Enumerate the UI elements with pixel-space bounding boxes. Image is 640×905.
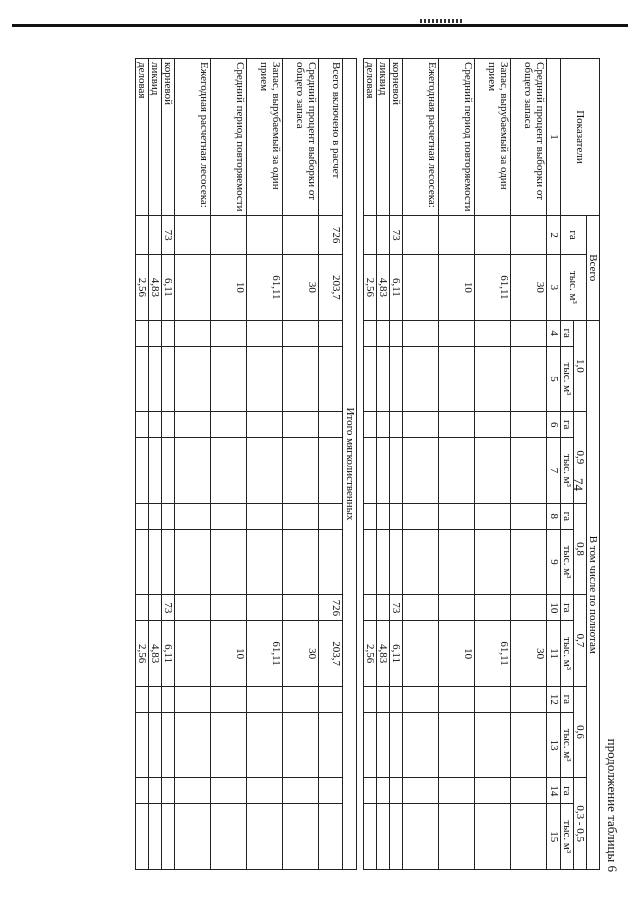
unit-ha: га [561, 412, 574, 438]
empty-cell [149, 529, 162, 594]
empty-cell [136, 529, 149, 594]
row-value [211, 595, 247, 621]
row-value: 2,56 [364, 255, 377, 320]
empty-cell [403, 712, 439, 777]
empty-cell [364, 778, 377, 804]
empty-cell [511, 686, 547, 712]
row-value [175, 621, 211, 686]
empty-cell [211, 320, 247, 346]
empty-cell [162, 438, 175, 503]
row-value: 726 [319, 215, 343, 254]
empty-cell [364, 529, 377, 594]
empty-cell [247, 529, 283, 594]
empty-cell [162, 712, 175, 777]
empty-cell [283, 686, 319, 712]
header-by-density: В том числе по полнотам [587, 320, 600, 869]
empty-cell [149, 686, 162, 712]
empty-cell [364, 503, 377, 529]
empty-cell [319, 686, 343, 712]
column-number: 6 [547, 412, 561, 438]
unit-ha: га [561, 595, 574, 621]
row-value [247, 595, 283, 621]
page-top-rule [12, 24, 628, 27]
empty-cell [511, 778, 547, 804]
column-number: 8 [547, 503, 561, 529]
header-total: Всего [587, 215, 600, 320]
row-value: 6,11 [162, 621, 175, 686]
row-value: 61,11 [475, 621, 511, 686]
row-label: корневой [390, 59, 403, 216]
header-total-volume: тыс. м³ [561, 255, 587, 320]
row-value: 6,11 [162, 255, 175, 320]
row-value [175, 215, 211, 254]
row-value [439, 595, 475, 621]
empty-cell [439, 346, 475, 411]
continuation-label: продолжение таблицы 6 [605, 738, 620, 872]
unit-volume: тыс. м³ [561, 621, 574, 686]
column-number: 4 [547, 320, 561, 346]
empty-cell [283, 412, 319, 438]
column-number: 14 [547, 778, 561, 804]
empty-cell [390, 712, 403, 777]
empty-cell [162, 346, 175, 411]
empty-cell [283, 529, 319, 594]
column-number: 9 [547, 529, 561, 594]
empty-cell [377, 320, 390, 346]
empty-cell [475, 712, 511, 777]
empty-cell [136, 320, 149, 346]
empty-cell [319, 804, 343, 870]
column-number: 12 [547, 686, 561, 712]
empty-cell [211, 686, 247, 712]
unit-volume: тыс. м³ [561, 346, 574, 411]
empty-cell [247, 438, 283, 503]
empty-cell [390, 320, 403, 346]
table-row [403, 59, 439, 870]
empty-cell [511, 804, 547, 870]
empty-cell [364, 438, 377, 503]
row-value: 726 [319, 595, 343, 621]
table-row [162, 59, 175, 870]
row-value: 6,11 [390, 621, 403, 686]
empty-cell [364, 412, 377, 438]
empty-cell [319, 712, 343, 777]
empty-cell [511, 712, 547, 777]
empty-cell [247, 686, 283, 712]
table-body-top [364, 59, 547, 870]
row-value: 30 [511, 255, 547, 320]
scan-artifact [420, 19, 462, 23]
empty-cell [511, 529, 547, 594]
empty-cell [390, 778, 403, 804]
empty-cell [475, 804, 511, 870]
empty-cell [475, 686, 511, 712]
row-label: Ежегодная расчетная лесосека: [175, 59, 211, 216]
table-row [175, 59, 211, 870]
row-value [439, 215, 475, 254]
empty-cell [511, 438, 547, 503]
table-row [475, 59, 511, 870]
row-value [283, 215, 319, 254]
row-value [149, 595, 162, 621]
empty-cell [377, 412, 390, 438]
row-value [511, 595, 547, 621]
empty-cell [511, 503, 547, 529]
empty-cell [511, 412, 547, 438]
empty-cell [136, 412, 149, 438]
empty-cell [149, 412, 162, 438]
empty-cell [247, 346, 283, 411]
row-value: 73 [162, 215, 175, 254]
row-label: деловая [136, 59, 149, 216]
row-value: 30 [283, 255, 319, 320]
row-value [403, 255, 439, 320]
empty-cell [149, 804, 162, 870]
row-label: Средний процент выборки от общего запаса [511, 59, 547, 216]
empty-cell [364, 686, 377, 712]
table-row [319, 59, 343, 870]
empty-cell [175, 778, 211, 804]
row-label: ликвид [149, 59, 162, 216]
page-number: 74 [571, 478, 586, 491]
empty-cell [403, 686, 439, 712]
empty-cell [136, 804, 149, 870]
column-number: 11 [547, 621, 561, 686]
empty-cell [175, 686, 211, 712]
row-value: 10 [439, 621, 475, 686]
rotated-page-content [120, 58, 620, 878]
empty-cell [403, 778, 439, 804]
unit-volume: тыс. м³ [561, 529, 574, 594]
row-value [149, 215, 162, 254]
empty-cell [511, 346, 547, 411]
empty-cell [390, 686, 403, 712]
empty-cell [247, 320, 283, 346]
empty-cell [319, 778, 343, 804]
table-row [511, 59, 547, 870]
empty-cell [211, 804, 247, 870]
empty-cell [283, 712, 319, 777]
row-value: 73 [162, 595, 175, 621]
row-value [377, 215, 390, 254]
empty-cell [390, 412, 403, 438]
row-value: 10 [211, 255, 247, 320]
empty-cell [283, 320, 319, 346]
unit-volume: тыс. м³ [561, 804, 574, 870]
row-value [211, 215, 247, 254]
header-total-ha: га [561, 215, 587, 254]
header-indicator: Показатели [561, 59, 600, 216]
table-row [364, 59, 377, 870]
empty-cell [475, 529, 511, 594]
empty-cell [475, 503, 511, 529]
table-row [247, 59, 283, 870]
empty-cell [283, 804, 319, 870]
section-row [343, 59, 357, 870]
empty-cell [136, 438, 149, 503]
empty-cell [211, 438, 247, 503]
row-value [511, 215, 547, 254]
empty-cell [211, 778, 247, 804]
empty-cell [439, 804, 475, 870]
row-value: 61,11 [247, 255, 283, 320]
empty-cell [364, 320, 377, 346]
empty-cell [162, 529, 175, 594]
row-label: ликвид [377, 59, 390, 216]
empty-cell [162, 503, 175, 529]
empty-cell [211, 712, 247, 777]
table-row [149, 59, 162, 870]
row-value [283, 595, 319, 621]
empty-cell [403, 412, 439, 438]
empty-cell [136, 778, 149, 804]
empty-cell [377, 804, 390, 870]
empty-cell [211, 412, 247, 438]
empty-cell [439, 778, 475, 804]
column-number: 15 [547, 804, 561, 870]
empty-cell [283, 503, 319, 529]
row-value: 203,7 [319, 621, 343, 686]
row-value: 2,56 [136, 621, 149, 686]
table-row [136, 59, 149, 870]
empty-cell [136, 712, 149, 777]
unit-ha: га [561, 503, 574, 529]
row-value [475, 215, 511, 254]
row-value: 10 [211, 621, 247, 686]
empty-cell [211, 529, 247, 594]
empty-cell [162, 686, 175, 712]
empty-cell [149, 346, 162, 411]
empty-cell [377, 529, 390, 594]
unit-volume: тыс. м³ [561, 712, 574, 777]
empty-cell [403, 320, 439, 346]
header-density: 0,6 [574, 686, 587, 778]
row-value [364, 595, 377, 621]
row-value [377, 595, 390, 621]
empty-cell [364, 804, 377, 870]
row-value [364, 215, 377, 254]
row-value: 61,11 [475, 255, 511, 320]
empty-cell [175, 346, 211, 411]
unit-ha: га [561, 686, 574, 712]
row-value: 73 [390, 215, 403, 254]
empty-cell [439, 320, 475, 346]
row-value: 4,83 [149, 255, 162, 320]
header-density: 1,0 [574, 320, 587, 412]
empty-cell [390, 503, 403, 529]
table-row [390, 59, 403, 870]
empty-cell [175, 712, 211, 777]
column-number: 5 [547, 346, 561, 411]
empty-cell [149, 320, 162, 346]
row-value: 6,11 [390, 255, 403, 320]
empty-cell [475, 778, 511, 804]
empty-cell [247, 778, 283, 804]
empty-cell [319, 346, 343, 411]
table-row [377, 59, 390, 870]
empty-cell [475, 438, 511, 503]
row-value: 4,83 [377, 621, 390, 686]
empty-cell [149, 712, 162, 777]
empty-cell [319, 412, 343, 438]
empty-cell [403, 346, 439, 411]
empty-cell [403, 503, 439, 529]
row-value: 2,56 [136, 255, 149, 320]
empty-cell [377, 503, 390, 529]
row-value: 30 [283, 621, 319, 686]
row-label: Средний процент выборки от общего запаса [283, 59, 319, 216]
empty-cell [162, 320, 175, 346]
empty-cell [283, 346, 319, 411]
empty-cell [377, 712, 390, 777]
empty-cell [149, 503, 162, 529]
section-title: Итого мягколиственных [343, 59, 357, 870]
row-label: Запас, вырубаемый за один прием [247, 59, 283, 216]
row-label: деловая [364, 59, 377, 216]
empty-cell [162, 804, 175, 870]
empty-cell [283, 778, 319, 804]
empty-cell [175, 804, 211, 870]
empty-cell [211, 346, 247, 411]
row-value [247, 215, 283, 254]
empty-cell [283, 438, 319, 503]
row-value: 4,83 [149, 621, 162, 686]
row-label: Средний период повторяемости [211, 59, 247, 216]
empty-cell [403, 529, 439, 594]
row-value: 73 [390, 595, 403, 621]
column-number: 7 [547, 438, 561, 503]
empty-cell [136, 686, 149, 712]
row-value [403, 595, 439, 621]
empty-cell [247, 712, 283, 777]
empty-cell [390, 804, 403, 870]
empty-cell [439, 712, 475, 777]
empty-cell [439, 412, 475, 438]
row-value [136, 215, 149, 254]
column-number: 2 [547, 215, 561, 254]
empty-cell [136, 346, 149, 411]
empty-cell [175, 412, 211, 438]
row-value [136, 595, 149, 621]
row-value: 30 [511, 621, 547, 686]
row-value [175, 595, 211, 621]
empty-cell [162, 412, 175, 438]
column-number: 1 [547, 59, 561, 216]
empty-cell [475, 412, 511, 438]
row-value: 203,7 [319, 255, 343, 320]
row-value: 10 [439, 255, 475, 320]
empty-cell [377, 686, 390, 712]
empty-cell [211, 503, 247, 529]
empty-cell [175, 320, 211, 346]
section-gap [357, 59, 364, 870]
empty-cell [364, 346, 377, 411]
empty-cell [403, 438, 439, 503]
empty-cell [247, 804, 283, 870]
row-label: Ежегодная расчетная лесосека: [403, 59, 439, 216]
empty-cell [149, 438, 162, 503]
empty-cell [136, 503, 149, 529]
empty-cell [377, 438, 390, 503]
empty-cell [319, 320, 343, 346]
empty-cell [175, 503, 211, 529]
row-value: 61,11 [247, 621, 283, 686]
empty-cell [475, 346, 511, 411]
empty-cell [377, 346, 390, 411]
row-label: Средний период повторяемости [439, 59, 475, 216]
row-label: Всего включено в расчет [319, 59, 343, 216]
empty-cell [390, 529, 403, 594]
header-density: 0,9 [574, 412, 587, 504]
column-number: 3 [547, 255, 561, 320]
unit-ha: га [561, 320, 574, 346]
empty-cell [247, 412, 283, 438]
empty-cell [364, 712, 377, 777]
empty-cell [511, 320, 547, 346]
table-row [439, 59, 475, 870]
empty-cell [403, 804, 439, 870]
empty-cell [319, 529, 343, 594]
row-label: Запас, вырубаемый за один прием [475, 59, 511, 216]
table-body-bottom [136, 59, 343, 870]
density-table [135, 58, 600, 870]
empty-cell [319, 438, 343, 503]
unit-ha: га [561, 778, 574, 804]
table-row [283, 59, 319, 870]
empty-cell [439, 503, 475, 529]
table-row [211, 59, 247, 870]
empty-cell [439, 529, 475, 594]
row-value: 4,83 [377, 255, 390, 320]
header-density: 0,7 [574, 595, 587, 687]
row-label: корневой [162, 59, 175, 216]
row-value [175, 255, 211, 320]
empty-cell [390, 438, 403, 503]
header-density: 0,8 [574, 503, 587, 595]
column-number: 13 [547, 712, 561, 777]
empty-cell [475, 320, 511, 346]
empty-cell [247, 503, 283, 529]
empty-cell [439, 438, 475, 503]
row-value [403, 215, 439, 254]
empty-cell [390, 346, 403, 411]
empty-cell [439, 686, 475, 712]
empty-cell [175, 529, 211, 594]
empty-cell [162, 778, 175, 804]
empty-cell [377, 778, 390, 804]
unit-volume: тыс. м³ [561, 438, 574, 503]
empty-cell [319, 503, 343, 529]
empty-cell [149, 778, 162, 804]
column-number-row [547, 59, 561, 870]
row-value [475, 595, 511, 621]
column-number: 10 [547, 595, 561, 621]
header-density: 0,3 - 0,5 [574, 778, 587, 870]
row-value [403, 621, 439, 686]
row-value: 2,56 [364, 621, 377, 686]
empty-cell [175, 438, 211, 503]
